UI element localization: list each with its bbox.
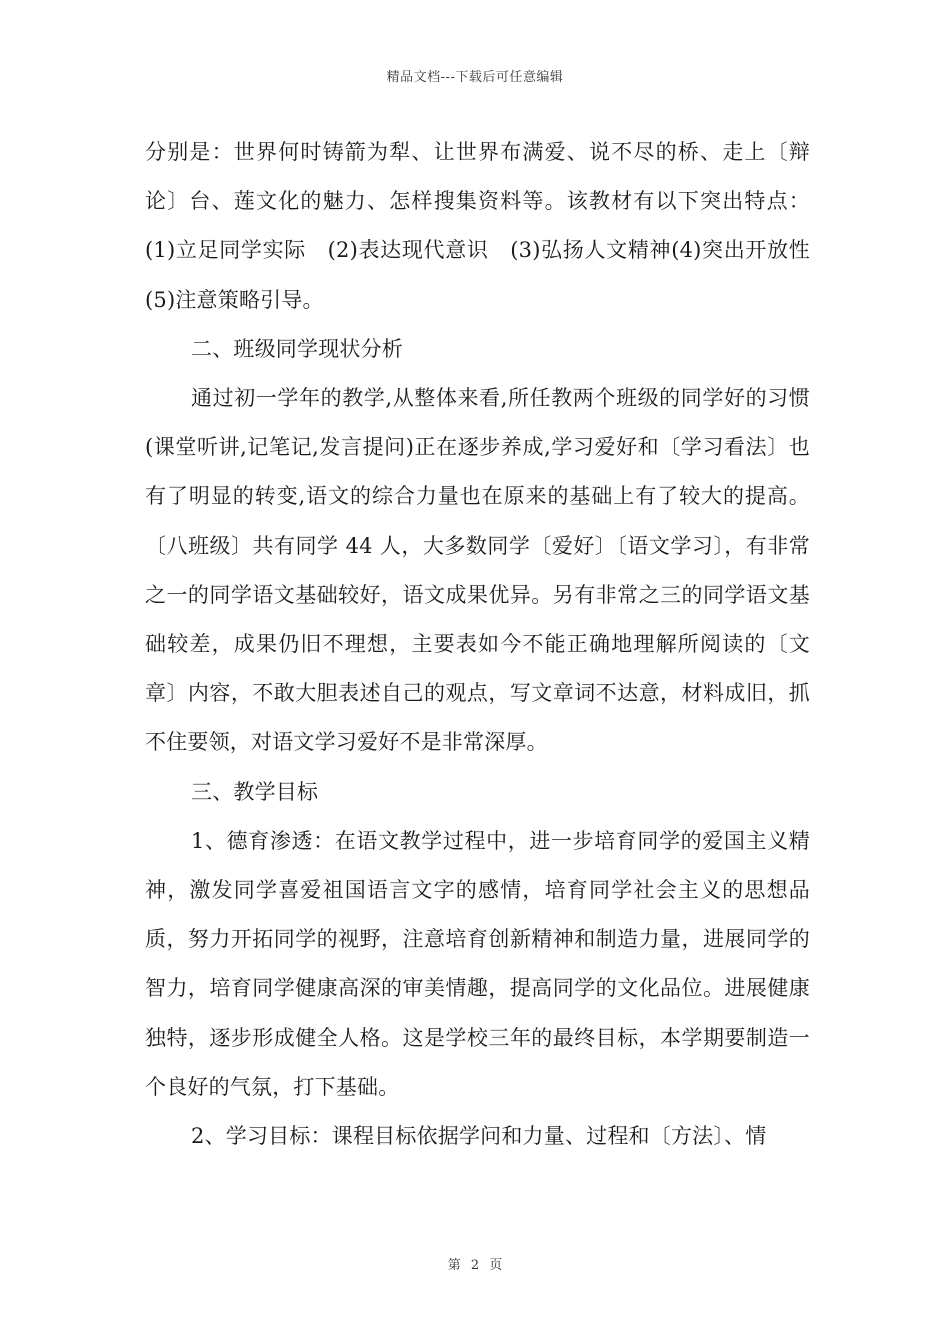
section-heading-student-analysis: 二、班级同学现状分析 [191, 336, 403, 361]
section-heading-teaching-goals: 三、教学目标 [191, 779, 319, 804]
paragraph-moral-education: 1、德育渗透：在语文教学过程中，进一步培育同学的爱国主义精神，激发同学喜爱祖国语言文字的感情，培育同学社会主义的思想品质，努力开拓同学的视野，注意培育创新精神和制造力量，进展同学的智力，培育同学健康高深的审美情趣，提高同学的文化品位。进展健康独特，逐步形成健全人格。这是学校三年的最终目标，本学期要制造一个良好的气氛，打下基础。 [145, 828, 810, 1099]
page-number-prefix: 第 [447, 1258, 461, 1273]
page-number: 2 [470, 1258, 480, 1273]
paragraph-learning-goals: 2、学习目标：课程目标依据学问和力量、过程和〔方法〕、情 [191, 1124, 767, 1149]
page-number-suffix: 页 [489, 1258, 503, 1273]
document-body [145, 128, 832, 1161]
paragraph-student-analysis: 通过初一学年的教学,从整体来看,所任教两个班级的同学好的习惯(课堂听讲,记笔记,发言提问)正在逐步养成,学习爱好和〔学习看法〕也有了明显的转变,语文的综合力量也在原来的基础上有了较大的提高。〔八班级〕共有同学 44 人，大多数同学〔爱好〕〔语文学习〕，有非常之一的同学语文基础较好，语文成果优异。另有非常之三的同学语文基础较差，成果仍旧不理想，主要表如今不能正确地理解所阅读的〔文章〕内容，不敢大胆表述自己的观点，写文章词不达意，材料成旧，抓不住要领，对语文学习爱好不是非常深厚。 [145, 386, 810, 755]
paragraph-textbook-features: 分别是：世界何时铸箭为犁、让世界布满爱、说不尽的桥、走上〔辩论〕台、莲文化的魅力、怎样搜集资料等。该教材有以下突出特点：(1)立足同学实际 (2)表达现代意识 (3)弘扬人文精神(4)突出开放性 (5)注意策略引导。 [145, 140, 832, 312]
page-footer [0, 1254, 950, 1273]
page-header: 精品文档---下载后可任意编辑 [386, 70, 564, 85]
